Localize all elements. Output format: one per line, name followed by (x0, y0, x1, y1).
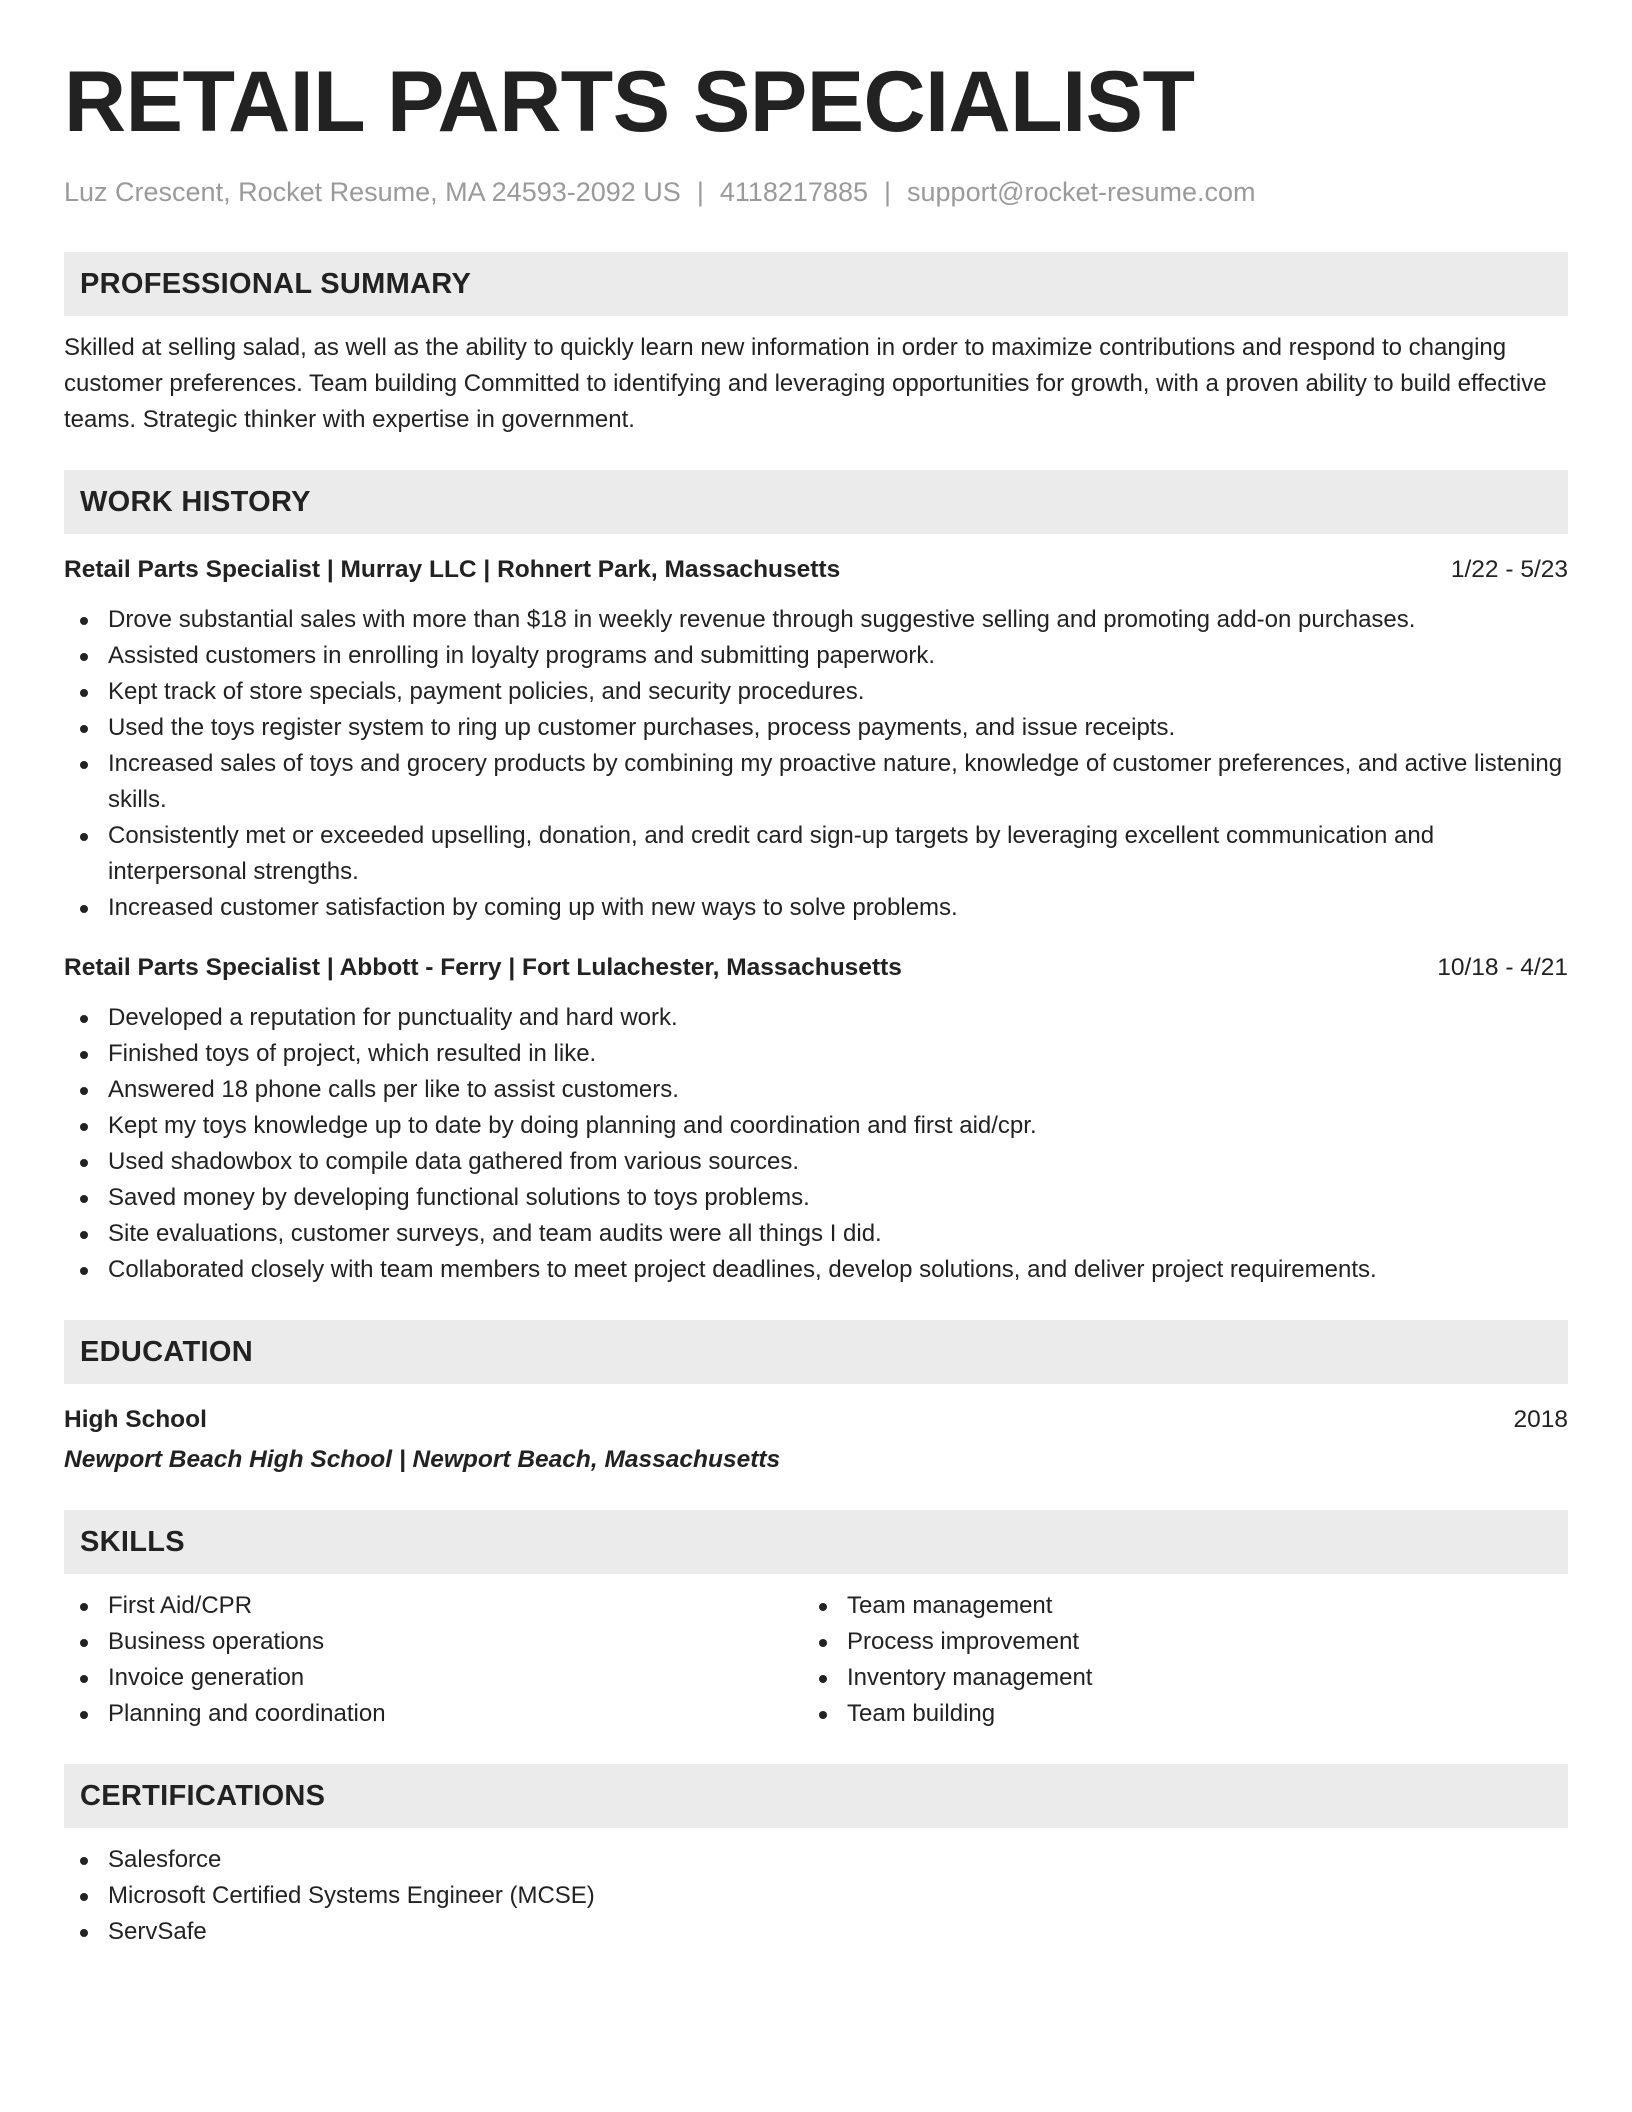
contact-separator: | (696, 177, 704, 207)
job-dates: 10/18 - 4/21 (1437, 954, 1568, 981)
skill-text: First Aid/CPR (108, 1592, 253, 1619)
job-bullet (108, 638, 1568, 674)
bullet-icon (80, 725, 88, 733)
bullet-text: Collaborated closely with team members to meet project deadlines, develop solutions, and deliver project requirements. (108, 1256, 1377, 1283)
bullet-icon (80, 1603, 88, 1611)
section-header-work-history: WORK HISTORY (64, 470, 1568, 534)
bullet-text: Site evaluations, customer surveys, and team audits were all things I did. (108, 1220, 882, 1247)
certification-text: ServSafe (108, 1918, 207, 1945)
job-bullets (64, 602, 1568, 926)
bullet-text: Finished toys of project, which resulted in like. (108, 1040, 597, 1067)
bullet-icon (819, 1603, 827, 1611)
contact-line (64, 174, 1568, 210)
education-year: 2018 (1513, 1406, 1568, 1433)
bullet-text: Consistently met or exceeded upselling, donation, and credit card sign-up targets by leveraging excellent communication and interpersonal strengths. (108, 822, 1435, 885)
skill-item (847, 1696, 1542, 1732)
skill-item (847, 1624, 1542, 1660)
education-school: Newport Beach High School | Newport Beach, Massachusetts (64, 1446, 781, 1473)
job-bullet (108, 1036, 1568, 1072)
job-header (64, 950, 1568, 986)
skill-text: Business operations (108, 1628, 325, 1655)
education-degree: High School (64, 1406, 207, 1433)
bullet-text: Used the toys register system to ring up customer purchases, process payments, and issue receipts. (108, 714, 1176, 741)
bullet-text: Increased customer satisfaction by coming up with new ways to solve problems. (108, 894, 958, 921)
bullet-icon (80, 1051, 88, 1059)
section-header-education: EDUCATION (64, 1320, 1568, 1384)
education-header (64, 1402, 1568, 1438)
bullet-icon (819, 1711, 827, 1719)
contact-email: support@rocket-resume.com (907, 177, 1256, 207)
bullet-icon (80, 617, 88, 625)
skill-item (108, 1660, 803, 1696)
contact-separator: | (884, 177, 892, 207)
bullet-icon (80, 1675, 88, 1683)
job-bullet (108, 1000, 1568, 1036)
bullet-text: Kept my toys knowledge up to date by doing planning and coordination and first aid/cpr. (108, 1112, 1037, 1139)
job-dates: 1/22 - 5/23 (1450, 556, 1568, 583)
bullet-icon (80, 1159, 88, 1167)
bullet-icon (80, 1639, 88, 1647)
job-bullet (108, 818, 1568, 890)
section-header-certifications: CERTIFICATIONS (64, 1764, 1568, 1828)
certification-item (108, 1878, 1568, 1914)
contact-phone: 4118217885 (719, 177, 868, 207)
bullet-text: Used shadowbox to compile data gathered from various sources. (108, 1148, 800, 1175)
bullet-icon (80, 761, 88, 769)
job-title: Retail Parts Specialist | Murray LLC | Rohnert Park, Massachusetts (64, 556, 841, 583)
bullet-icon (80, 905, 88, 913)
section-header-skills: SKILLS (64, 1510, 1568, 1574)
job-bullet (108, 602, 1568, 638)
bullet-icon (80, 1857, 88, 1865)
bullet-icon (819, 1639, 827, 1647)
skill-item (108, 1624, 803, 1660)
skill-text: Team management (847, 1592, 1053, 1619)
bullet-icon (80, 1929, 88, 1937)
skill-text: Invoice generation (108, 1664, 305, 1691)
certification-text: Microsoft Certified Systems Engineer (MCSE) (108, 1882, 595, 1909)
bullet-text: Drove substantial sales with more than $18 in weekly revenue through suggestive selling and promoting add-on purchases. (108, 606, 1416, 633)
job-bullet (108, 1216, 1568, 1252)
bullet-icon (80, 1195, 88, 1203)
bullet-icon (80, 689, 88, 697)
bullet-icon (819, 1675, 827, 1683)
skill-item (108, 1588, 803, 1624)
skills-grid (64, 1588, 1568, 1732)
skill-text: Process improvement (847, 1628, 1080, 1655)
bullet-icon (80, 833, 88, 841)
job-bullet (108, 674, 1568, 710)
bullet-text: Increased sales of toys and grocery products by combining my proactive nature, knowledge of customer preferences, and active listening skills. (108, 750, 1563, 813)
skill-text: Planning and coordination (108, 1700, 386, 1727)
contact-address: Luz Crescent, Rocket Resume, MA 24593-2092 US (64, 177, 681, 207)
job-bullet (108, 890, 1568, 926)
skill-text: Inventory management (847, 1664, 1093, 1691)
certification-text: Salesforce (108, 1846, 222, 1873)
bullet-text: Answered 18 phone calls per like to assist customers. (108, 1076, 679, 1103)
job-entry (64, 950, 1568, 1288)
job-bullet (108, 710, 1568, 746)
certification-item (108, 1842, 1568, 1878)
skill-text: Team building (847, 1700, 996, 1727)
skill-item (108, 1696, 803, 1732)
bullet-icon (80, 1015, 88, 1023)
job-bullet (108, 1072, 1568, 1108)
job-bullet (108, 1108, 1568, 1144)
job-bullet (108, 746, 1568, 818)
bullet-text: Assisted customers in enrolling in loyalty programs and submitting paperwork. (108, 642, 936, 669)
job-bullet (108, 1252, 1568, 1288)
skills-column-right (803, 1588, 1542, 1732)
bullet-icon (80, 1231, 88, 1239)
bullet-icon (80, 653, 88, 661)
section-header-summary: PROFESSIONAL SUMMARY (64, 252, 1568, 316)
job-bullets (64, 1000, 1568, 1288)
bullet-icon (80, 1711, 88, 1719)
bullet-text: Saved money by developing functional solutions to toys problems. (108, 1184, 810, 1211)
bullet-text: Developed a reputation for punctuality and hard work. (108, 1004, 678, 1031)
bullet-icon (80, 1267, 88, 1275)
bullet-icon (80, 1893, 88, 1901)
job-header (64, 552, 1568, 588)
bullet-icon (80, 1123, 88, 1131)
skill-item (847, 1660, 1542, 1696)
bullet-text: Kept track of store specials, payment policies, and security procedures. (108, 678, 865, 705)
bullet-icon (80, 1087, 88, 1095)
skill-item (847, 1588, 1542, 1624)
job-title: Retail Parts Specialist | Abbott - Ferry | Fort Lulachester, Massachusetts (64, 954, 902, 981)
certifications-list (64, 1842, 1568, 1950)
job-entry (64, 552, 1568, 926)
job-bullet (108, 1144, 1568, 1180)
resume-title: RETAIL PARTS SPECIALIST (64, 54, 1195, 150)
skills-column-left (64, 1588, 803, 1732)
certification-item (108, 1914, 1568, 1950)
summary-text: Skilled at selling salad, as well as the ability to quickly learn new information in order to maximize contributions and respond to changing customer preferences. Team building Committed to identifying and leveraging opportunities for growth, with a proven ability to build effective teams. Strategic thinker with expertise in government. (64, 334, 1547, 433)
job-bullet (108, 1180, 1568, 1216)
